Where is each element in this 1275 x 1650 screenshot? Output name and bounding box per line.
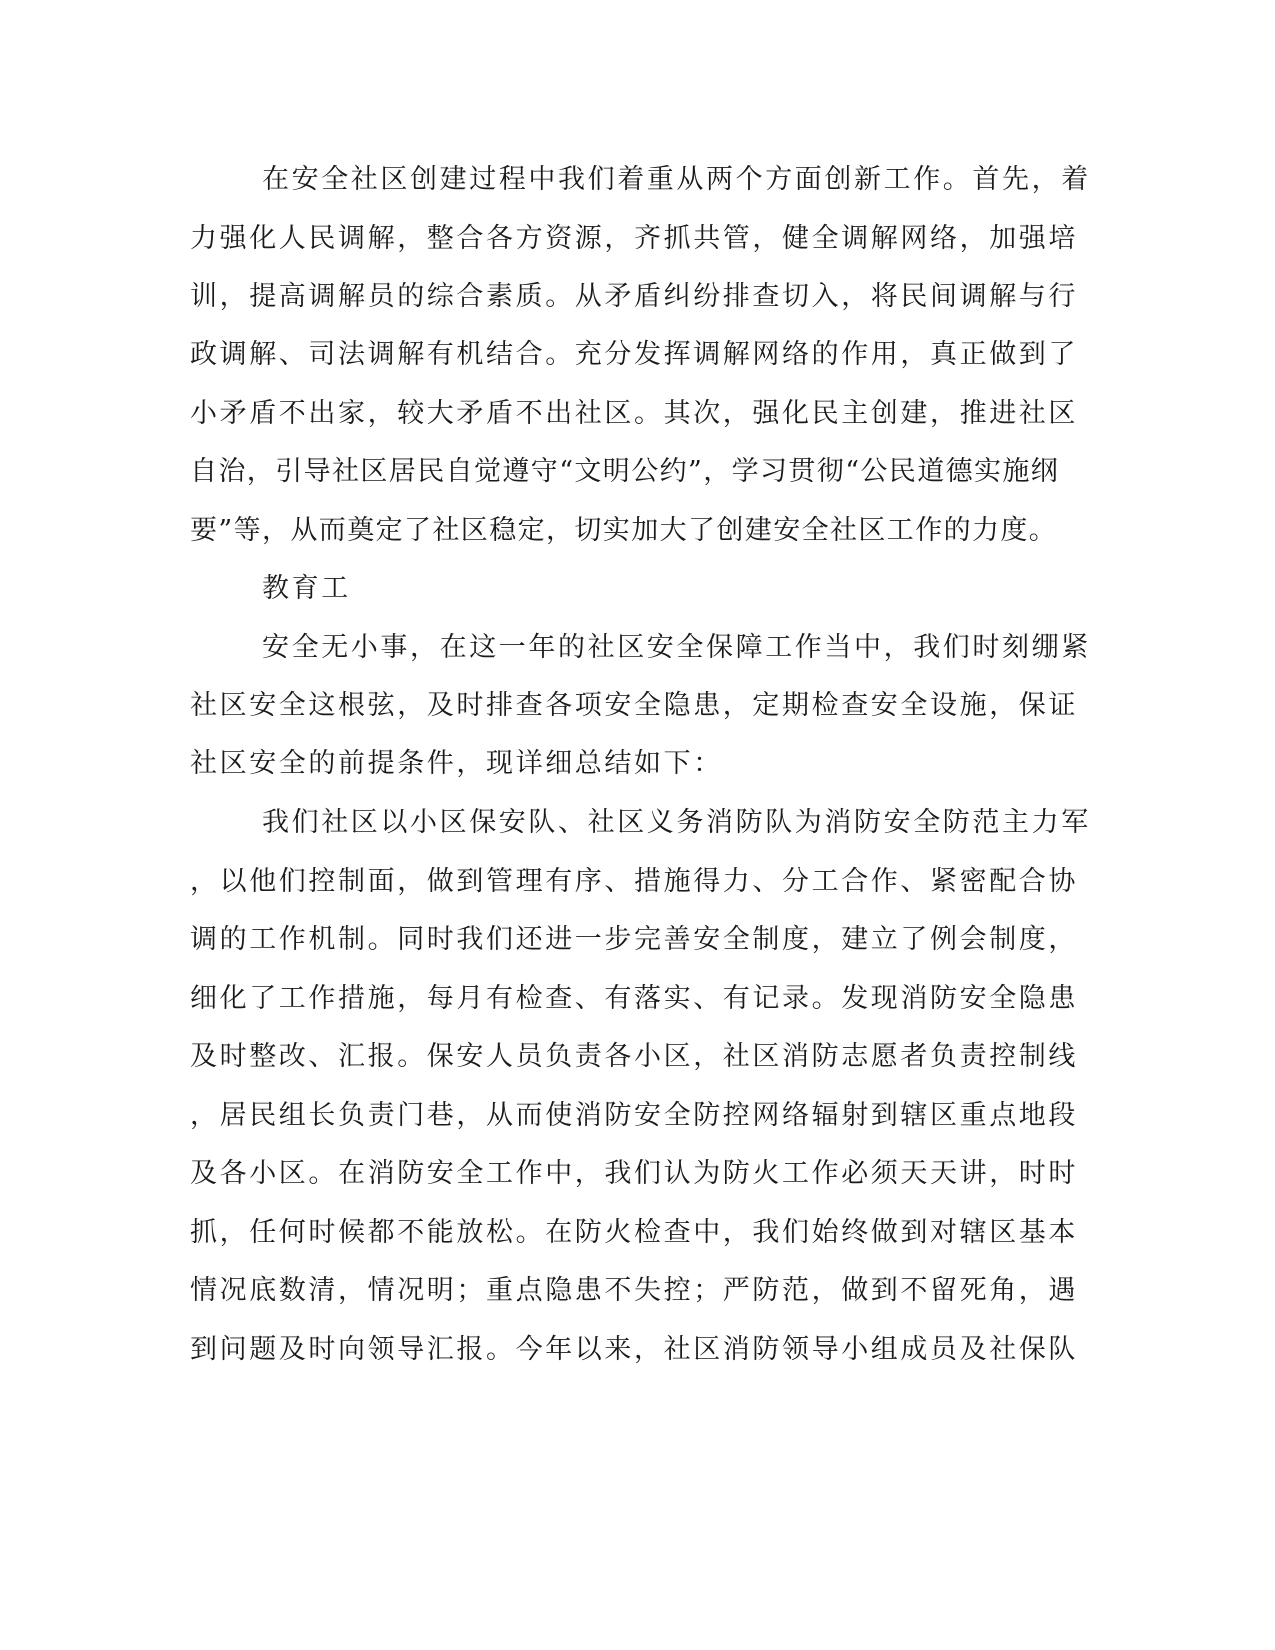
paragraph-3-line-10: 到问题及时向领导汇报。今年以来，社区消防领导小组成员及社保队 (190, 1334, 1078, 1365)
paragraph-3-line-6: ，居民组长负责门巷，从而使消防安全防控网络辐射到辖区重点地段 (190, 1100, 1078, 1131)
paragraph-3-line-3: 调的工作机制。同时我们还进一步完善安全制度，建立了例会制度， (190, 924, 1078, 955)
paragraph-3-line-5: 及时整改、汇报。保安人员负责各小区，社区消防志愿者负责控制线 (190, 1041, 1078, 1072)
paragraph-3-line-1: 我们社区以小区保安队、社区义务消防队为消防安全防范主力军 (262, 807, 1091, 838)
paragraph-3-line-2: ，以他们控制面，做到管理有序、措施得力、分工合作、紧密配合协 (190, 866, 1078, 897)
paragraph-1-line-7: 要”等，从而奠定了社区稳定，切实加大了创建安全社区工作的力度。 (190, 515, 1058, 546)
paragraph-2-line-1: 安全无小事，在这一年的社区安全保障工作当中，我们时刻绷紧 (262, 632, 1091, 663)
paragraph-1-line-6: 自治，引导社区居民自觉遵守“文明公约”，学习贯彻“公民道德实施纲 (190, 456, 1060, 487)
paragraph-3-line-8: 抓，任何时候都不能放松。在防火检查中，我们始终做到对辖区基本 (190, 1217, 1078, 1248)
paragraph-3-line-4: 细化了工作措施，每月有检查、有落实、有记录。发现消防安全隐患 (190, 983, 1078, 1014)
paragraph-1-line-3: 训，提高调解员的综合素质。从矛盾纠纷排查切入，将民间调解与行 (190, 281, 1078, 312)
section-heading: 教育工 (262, 573, 351, 604)
paragraph-3-line-9: 情况底数清，情况明；重点隐患不失控；严防范，做到不留死角，遇 (190, 1275, 1078, 1306)
paragraph-2-line-3: 社区安全的前提条件，现详细总结如下： (190, 748, 723, 779)
paragraph-3-line-7: 及各小区。在消防安全工作中，我们认为防火工作必须天天讲，时时 (190, 1158, 1078, 1189)
paragraph-1-line-2: 力强化人民调解，整合各方资源，齐抓共管，健全调解网络，加强培 (190, 223, 1078, 254)
paragraph-1-line-1: 在安全社区创建过程中我们着重从两个方面创新工作。首先，着 (262, 164, 1091, 195)
paragraph-1-line-4: 政调解、司法调解有机结合。充分发挥调解网络的作用，真正做到了 (190, 339, 1078, 370)
paragraph-2-line-2: 社区安全这根弦，及时排查各项安全隐患，定期检查安全设施，保证 (190, 690, 1078, 721)
paragraph-1-line-5: 小矛盾不出家，较大矛盾不出社区。其次，强化民主创建，推进社区 (190, 398, 1078, 429)
